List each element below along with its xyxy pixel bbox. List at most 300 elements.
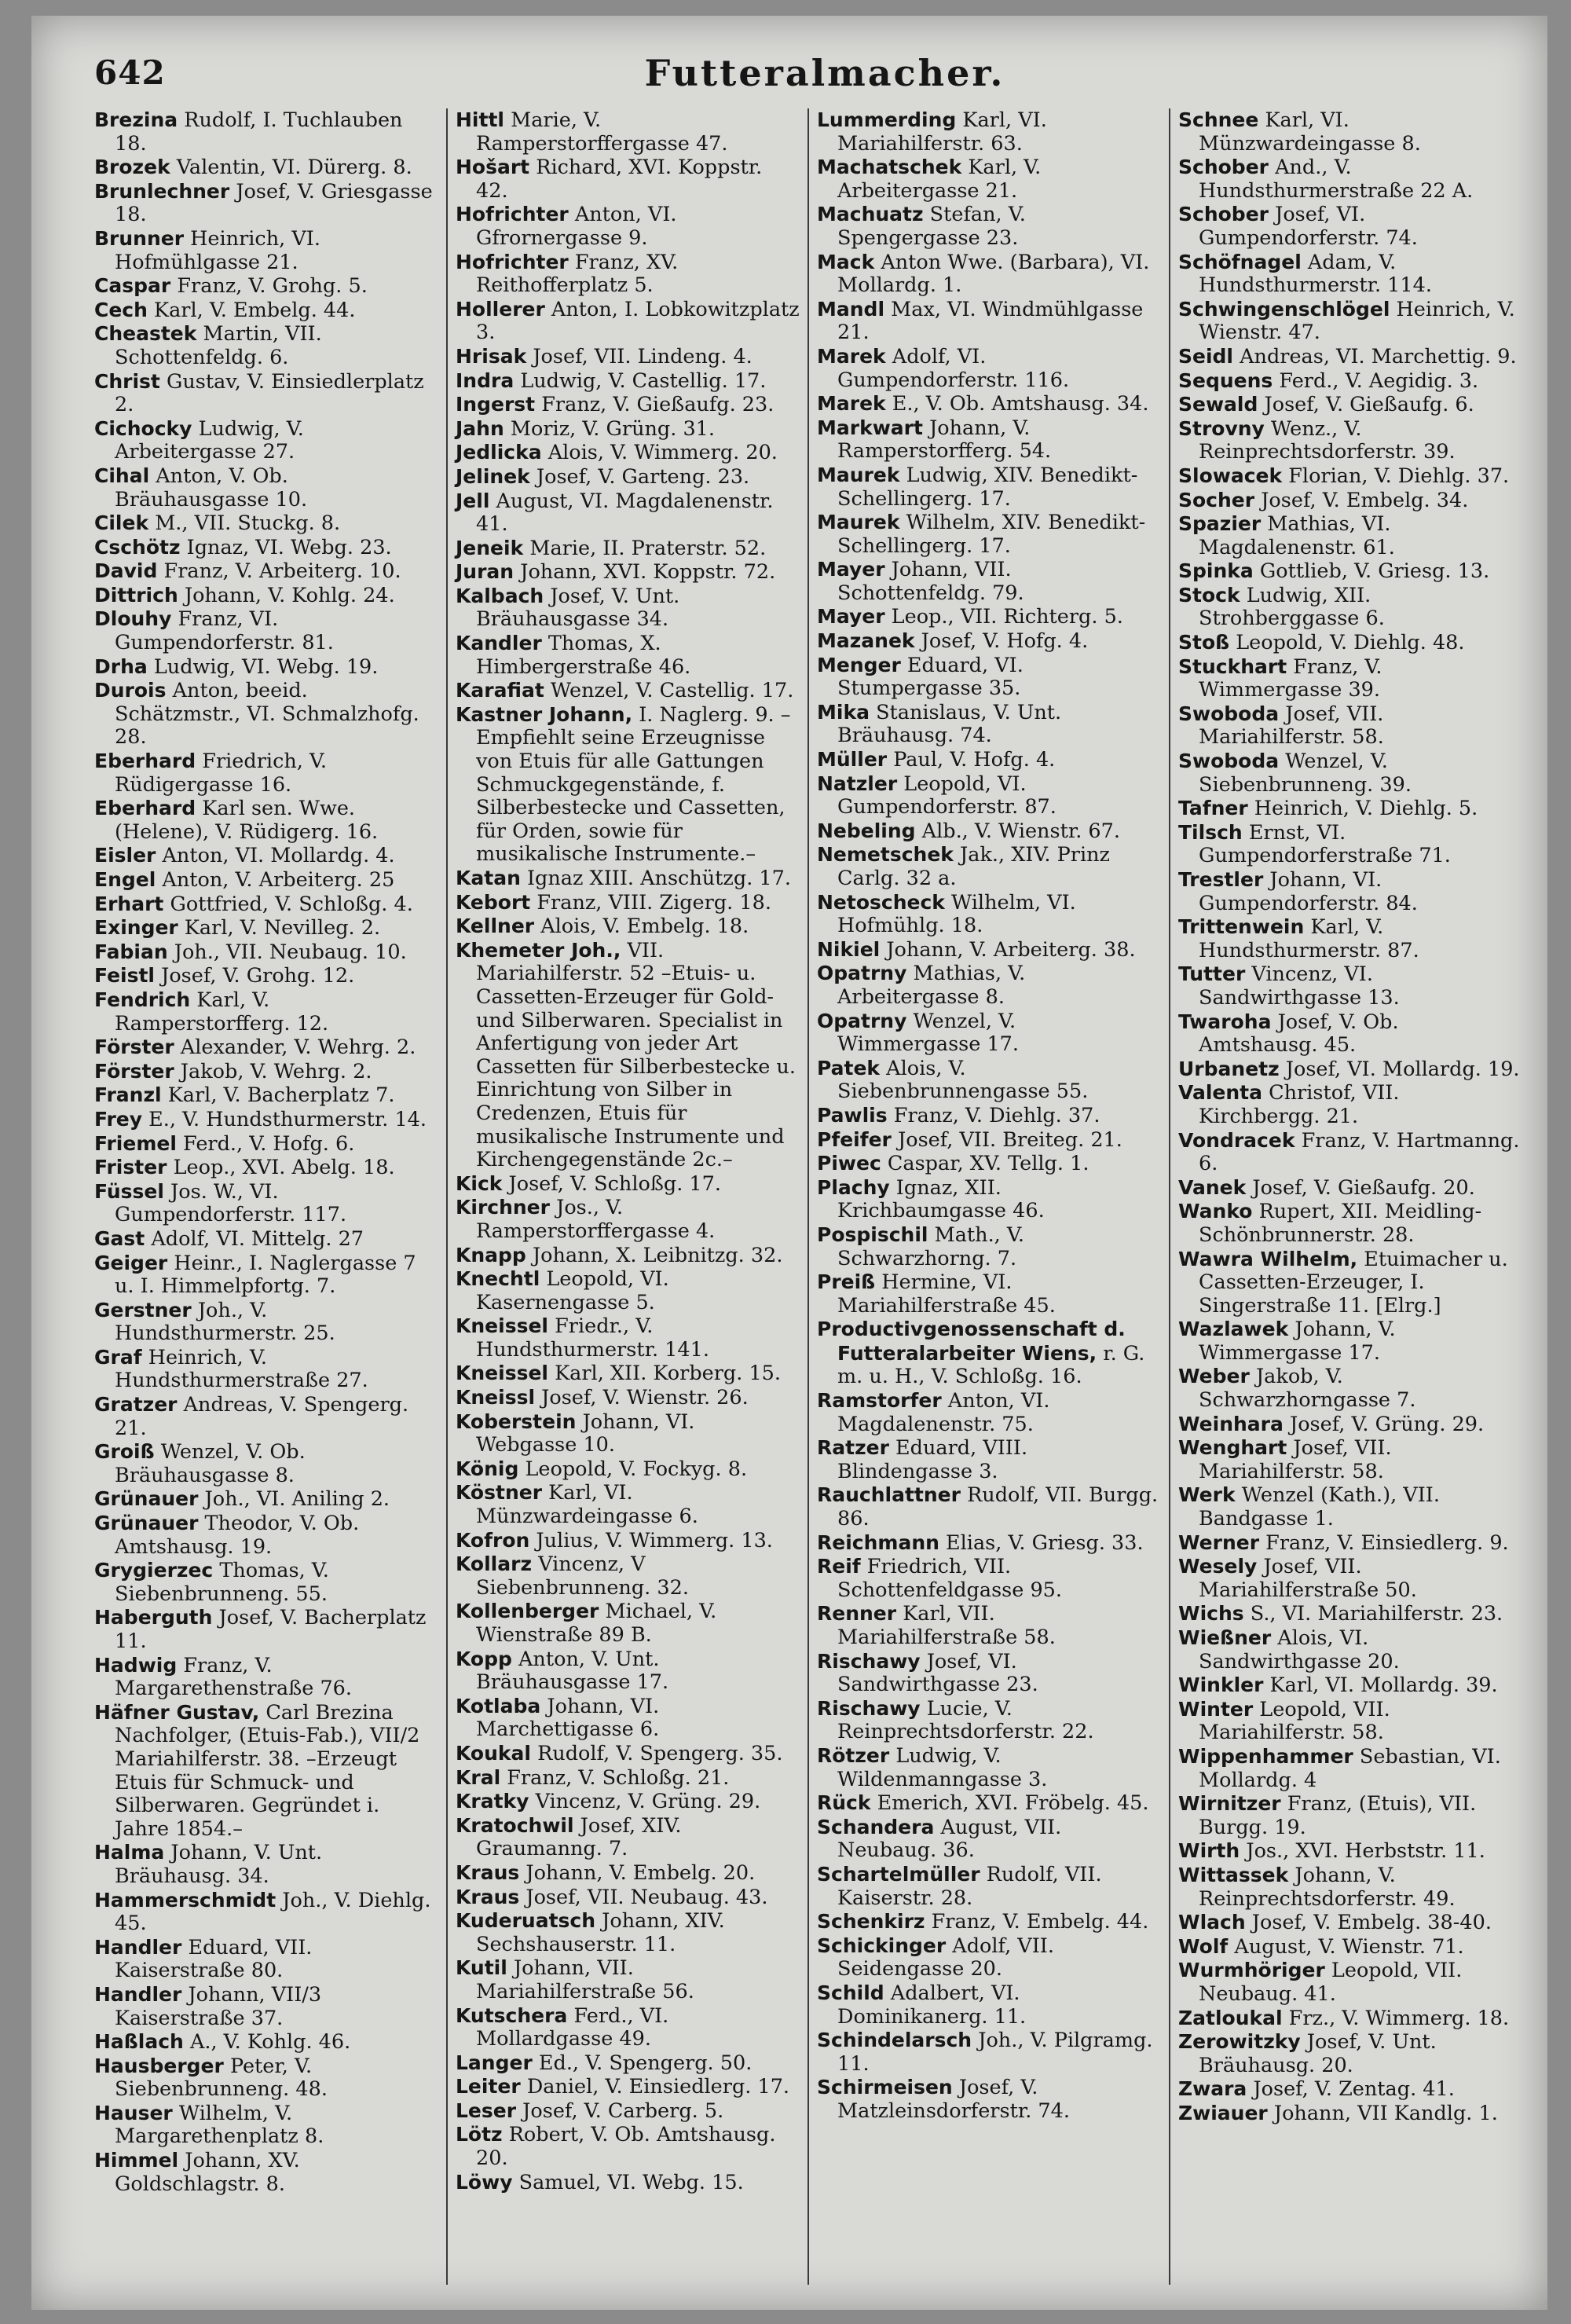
entry-surname: Mayer (817, 558, 885, 581)
entry-surname: Zwara (1178, 2077, 1247, 2101)
entry-details: Karl, VI. Münzwardeingasse 6. (476, 1481, 698, 1529)
entry-surname: Schartelmüller (817, 1862, 980, 1886)
entry-details: Wilhelm, XIV. Benedikt-Schellingerg. 17. (837, 511, 1146, 558)
entry-details: Heinrich, V. Wienstr. 47. (1199, 297, 1515, 345)
entry-details: Johann, VI. Marchettigasse 6. (476, 1694, 660, 1742)
directory-entry (1178, 369, 1524, 394)
entry-surname: Tutter (1178, 962, 1246, 986)
entry-surname: Jell (456, 489, 490, 512)
entry-details: Johann, XIV. Sechshauserstr. 11. (476, 1909, 725, 1956)
entry-details: Alois, V. Embelg. 18. (540, 915, 749, 939)
directory-entry (1178, 750, 1524, 797)
entry-details: Johann, V. Kohlg. 24. (184, 583, 395, 607)
entry-surname: Kutschera (456, 2003, 568, 2027)
entry-details: Gustav, V. Einsiedlerplatz 2. (115, 369, 424, 417)
entry-details: Marie, II. Praterstr. 52. (529, 536, 767, 560)
entry-surname: Schickinger (817, 1934, 947, 1957)
entry-surname: Hrisak (456, 344, 527, 368)
entry-surname: Khemeter Joh., (456, 938, 621, 962)
entry-surname: Kopp (456, 1647, 512, 1670)
directory-entry (94, 868, 438, 893)
directory-entry (94, 893, 438, 917)
entry-details: Joh., V. Pilgramg. 11. (837, 2029, 1153, 2076)
entry-details: Josef, V. Grüng. 29. (1289, 1412, 1485, 1436)
entry-details: Caspar, XV. Tellg. 1. (887, 1152, 1089, 1176)
entry-details: Leopold, VII. Mariahilferstr. 58. (1199, 1697, 1390, 1745)
entry-details: Frz., V. Wimmerg. 18. (1288, 2006, 1510, 2030)
entry-details: Leopold, V. Fockyg. 8. (525, 1457, 748, 1481)
directory-entry (817, 416, 1161, 464)
directory-entry (94, 1180, 438, 1227)
directory-entry (456, 2004, 800, 2051)
directory-entry (1178, 1436, 1524, 1483)
entry-details: Franz, V. Diehlg. 37. (893, 1103, 1100, 1127)
entry-details: August, VI. Magdalenenstr. 41. (476, 489, 774, 537)
entry-details: Josef, V. Bacherplatz 11. (115, 1606, 427, 1653)
directory-entry (817, 1697, 1161, 1744)
directory-entry (817, 1555, 1161, 1602)
entry-details: Ernst, VI. Gumpendorferstraße 71. (1199, 820, 1451, 868)
directory-entry (817, 1223, 1161, 1270)
entry-surname: Rischawy (817, 1696, 921, 1720)
entry-details: Franz, V. Hartmanng. 6. (1199, 1128, 1520, 1176)
directory-entry (94, 1393, 438, 1440)
entry-details: Karl, VI. Mariahilferstr. 63. (837, 108, 1047, 156)
entry-details: Anton, VI. Magdalenenstr. 75. (837, 1389, 1050, 1436)
entry-surname: Christ (94, 369, 160, 393)
entry-surname: Wolf (1178, 1934, 1229, 1958)
entry-surname: Lummerding (817, 108, 957, 131)
entry-surname: Brozek (94, 156, 170, 179)
entry-details: Ludwig, XIV. Benedikt-Schellingerg. 17. (837, 463, 1138, 511)
entry-details: Hermine, VI. Mariahilferstraße 45. (837, 1270, 1056, 1318)
entry-surname: Urbanetz (1178, 1057, 1280, 1080)
entry-surname: Natzler (817, 772, 898, 795)
directory-entry (456, 345, 800, 369)
entry-surname: Cschötz (94, 535, 181, 559)
entry-surname: Jahn (456, 416, 504, 440)
entry-details: Wenz., V. Reinprechtsdorferstr. 39. (1199, 416, 1456, 464)
directory-entry (94, 1252, 438, 1299)
entry-details: Heinrich, VI. Hofmühlgasse 21. (115, 226, 320, 274)
entry-surname: Strovny (1178, 416, 1265, 440)
entry-details: Alexander, V. Wehrg. 2. (180, 1036, 416, 1060)
directory-entry (94, 2102, 438, 2149)
entry-details: I. Naglerg. 9. –Empfiehlt seine Erzeugnisse von Etuis für alle Gattungen Schmuckgegenstände, f. Silberbestecke und Cassetten, für Orden, sowie für musikalische Instrumente.– (476, 702, 791, 867)
entry-details: Jakob, V. Wehrg. 2. (180, 1059, 372, 1083)
directory-entry (456, 915, 800, 939)
entry-surname: Handler (94, 1982, 182, 2006)
entry-surname: Patek (817, 1056, 881, 1080)
entry-details: Alois, VI. Sandwirthgasse 20. (1199, 1626, 1400, 1673)
entry-details: Heinrich, V. Hundsthurmerstraße 27. (115, 1345, 368, 1393)
entry-surname: Swoboda (1178, 702, 1280, 725)
entry-surname: Trittenwein (1178, 915, 1305, 939)
entry-surname: Durois (94, 679, 167, 702)
directory-entry (94, 1936, 438, 1983)
entry-surname: Halma (94, 1841, 165, 1864)
entry-details: Leopold, VII. Neubaug. 41. (1199, 1959, 1463, 2006)
directory-entry (817, 1104, 1161, 1128)
entry-surname: Rauchlattner (817, 1483, 961, 1507)
entry-surname: Spazier (1178, 512, 1262, 536)
directory-entry (1178, 1698, 1524, 1745)
directory-entry (456, 1267, 800, 1314)
directory-entry (456, 441, 800, 465)
entry-details: Johann, V. Arbeiterg. 38. (886, 937, 1136, 962)
directory-entry (817, 748, 1161, 772)
entry-details: Ignaz, XII. Krichbaumgasse 46. (837, 1175, 1045, 1223)
directory-entry (817, 345, 1161, 392)
entry-surname: Schober (1178, 156, 1269, 179)
directory-entry (1178, 821, 1524, 868)
entry-details: Jakob, V. Schwarzhorngasse 7. (1199, 1365, 1416, 1413)
entry-surname: Feistl (94, 964, 155, 988)
directory-entry (1178, 512, 1524, 559)
entry-surname: Frister (94, 1156, 167, 1179)
entry-details: Josef, VII. Neubaug. 43. (525, 1885, 768, 1909)
entry-details: Math., V. Schwarzhorng. 7. (837, 1222, 1024, 1270)
entry-surname: Brunner (94, 226, 185, 250)
entry-surname: Wirnitzer (1178, 1792, 1281, 1816)
entry-surname: Kellner (456, 915, 535, 938)
directory-entry (817, 203, 1161, 250)
directory-entry (456, 2171, 800, 2195)
directory-entry (817, 1176, 1161, 1223)
entry-details: Franz, V. Margarethenstraße 76. (115, 1653, 353, 1701)
directory-entry (1178, 1365, 1524, 1412)
entry-surname: Maurek (817, 511, 900, 534)
entry-details: Paul, V. Hofg. 4. (893, 748, 1056, 772)
entry-surname: Kollenberger (456, 1600, 599, 1623)
directory-entry (94, 584, 438, 608)
directory-entry (94, 156, 438, 180)
directory-entry (1178, 1555, 1524, 1602)
directory-entry (1178, 1058, 1524, 1082)
directory-entry (94, 274, 438, 299)
entry-details: Robert, V. Ob. Amtshausg. 20. (476, 2123, 776, 2171)
entry-surname: Tilsch (1178, 820, 1243, 844)
entry-surname: Frey (94, 1107, 143, 1131)
directory-entry (1178, 2007, 1524, 2031)
entry-surname: Werner (1178, 1530, 1260, 1554)
entry-details: Friedr., V. Hundsthurmerstr. 141. (476, 1314, 709, 1362)
entry-surname: Hausberger (94, 2054, 224, 2077)
column-4 (1170, 108, 1532, 2285)
entry-details: Johann, VI. Webgasse 10. (476, 1409, 695, 1457)
directory-entry (94, 1701, 438, 1842)
directory-entry (817, 1650, 1161, 1697)
directory-entry (817, 1483, 1161, 1530)
entry-surname: Plachy (817, 1175, 890, 1199)
entry-details: Johann, V. Reinprechtsdorferstr. 49. (1199, 1863, 1456, 1911)
entry-surname: Zwiauer (1178, 2101, 1268, 2124)
entry-surname: Wenghart (1178, 1436, 1287, 1460)
entry-details: Ignaz, VI. Webg. 23. (186, 535, 392, 559)
directory-entry (817, 772, 1161, 819)
directory-entry (94, 1889, 438, 1936)
directory-entry (1178, 1248, 1524, 1318)
entry-details: Josef, V. Embelg. 38-40. (1251, 1911, 1492, 1935)
entry-details: Heinrich, V. Diehlg. 5. (1254, 797, 1478, 821)
entry-surname: Cichocky (94, 416, 192, 440)
entry-details: Lucie, V. Reinprechtsdorferstr. 22. (837, 1696, 1094, 1744)
directory-entry (1178, 559, 1524, 584)
entry-details: Leop., XVI. Abelg. 18. (173, 1156, 395, 1180)
entry-surname: Fendrich (94, 988, 191, 1011)
entry-surname: Kral (456, 1765, 501, 1789)
entry-details: S., VI. Mariahilferstr. 23. (1250, 1602, 1503, 1626)
entry-surname: Wurmhöriger (1178, 1959, 1325, 1982)
entry-details: Wenzel, V. Ob. Bräuhausgasse 8. (115, 1440, 306, 1487)
directory-entry (817, 891, 1161, 938)
directory-entry (817, 108, 1161, 156)
entry-details: Josef, VII. Lindeng. 4. (533, 344, 753, 368)
directory-entry (1178, 345, 1524, 369)
directory-entry (94, 1036, 438, 1060)
directory-entry (1178, 1129, 1524, 1176)
directory-entry (456, 891, 800, 915)
entry-surname: Cech (94, 298, 148, 321)
directory-entry (456, 867, 800, 891)
entry-details: Karl, VI. Mollardg. 39. (1269, 1673, 1498, 1698)
entry-details: Leopold, VI. Gumpendorferstr. 87. (837, 772, 1056, 819)
entry-surname: Pfeifer (817, 1127, 892, 1151)
entry-details: Peter, V. Siebenbrunneng. 48. (115, 2054, 328, 2102)
entry-surname: Pawlis (817, 1103, 888, 1127)
entry-surname: Hollerer (456, 297, 545, 321)
directory-page (31, 16, 1547, 2310)
entry-details: Stanislaus, V. Unt. Bräuhausg. 74. (837, 700, 1062, 748)
entry-details: Wenzel, V. Castellig. 17. (550, 679, 794, 703)
directory-entry (1178, 962, 1524, 1010)
entry-surname: Exinger (94, 916, 178, 940)
entry-details: Franz, VIII. Zigerg. 18. (536, 890, 771, 915)
directory-entry (817, 1152, 1161, 1176)
entry-details: Karl sen. Wwe. (Helene), V. Rüdigerg. 16. (115, 797, 379, 844)
entry-surname: Ramstorfer (817, 1389, 942, 1413)
entry-surname: Kuderuatsch (456, 1909, 596, 1933)
directory-entry (94, 1227, 438, 1252)
entry-details: Karl, VII. Mariahilferstraße 58. (837, 1602, 1056, 1649)
entry-surname: Hofrichter (456, 250, 569, 273)
entry-details: Ferd., VI. Mollardgasse 49. (476, 2003, 669, 2051)
entry-details: Leopold, VI. Kasernengasse 5. (476, 1267, 669, 1314)
entry-surname: Kneissl (456, 1386, 536, 1409)
entry-surname: Kraus (456, 1860, 520, 1884)
directory-entry (1178, 655, 1524, 702)
directory-entry (94, 1559, 438, 1606)
entry-surname: Leiter (456, 2075, 521, 2099)
entry-surname: Schwingenschlögel (1178, 297, 1390, 321)
directory-entry (456, 1695, 800, 1742)
directory-entry (1178, 584, 1524, 631)
entry-surname: Maurek (817, 463, 900, 486)
directory-entry (817, 1981, 1161, 2029)
entry-details: Franz, (Etuis), VII. Burgg. 19. (1199, 1792, 1477, 1839)
directory-entry (1178, 298, 1524, 345)
entry-details: Franz, V. Grohg. 5. (177, 274, 368, 299)
directory-entry (456, 1648, 800, 1695)
directory-entry (94, 1299, 438, 1346)
directory-entry (1178, 1010, 1524, 1058)
directory-entry (94, 511, 438, 536)
entry-surname: Mack (817, 250, 875, 273)
directory-entry (456, 1552, 800, 1600)
entry-details: Rudolf, VII. Burgg. 86. (837, 1483, 1159, 1531)
entry-details: Josef, VII. Breiteg. 21. (898, 1127, 1122, 1152)
entry-surname: Häfner Gustav, (94, 1700, 260, 1724)
entry-surname: Hadwig (94, 1653, 178, 1677)
entry-details: E., V. Ob. Amtshausg. 34. (892, 392, 1149, 416)
entry-surname: Eisler (94, 844, 156, 867)
entry-details: Josef, V. Wienstr. 26. (541, 1386, 749, 1410)
directory-entry (456, 1362, 800, 1386)
directory-entry (1178, 1911, 1524, 1935)
entry-details: Eduard, VIII. Blindengasse 3. (837, 1436, 1028, 1483)
entry-surname: Reichmann (817, 1530, 939, 1554)
entry-details: Alb., V. Wienstr. 67. (921, 819, 1120, 843)
entry-details: Daniel, V. Einsiedlerg. 17. (526, 2075, 790, 2099)
entry-details: Samuel, VI. Webg. 15. (518, 2170, 744, 2194)
entry-details: Karl, V. Bacherplatz 7. (167, 1083, 395, 1108)
entry-details: Etuimacher u. Cassetten-Erzeuger, I. Singerstraße 11. [Elrg.] (1199, 1247, 1508, 1318)
entry-surname: Wanko (1178, 1200, 1253, 1223)
entry-details: Heinr., I. Naglergasse 7 u. I. Himmelpfortg. 7. (115, 1251, 416, 1299)
entry-details: Josef, V. Gießaufg. 6. (1264, 393, 1474, 417)
entry-surname: Jeneik (456, 536, 524, 559)
entry-surname: Kofron (456, 1528, 530, 1552)
directory-entry (1178, 251, 1524, 298)
directory-entry (1178, 2077, 1524, 2102)
entry-surname: Cilek (94, 511, 149, 535)
entry-details: Leop., VII. Richterg. 5. (891, 605, 1123, 629)
entry-surname: Koukal (456, 1741, 531, 1765)
entry-details: Thomas, X. Himbergerstraße 46. (476, 632, 691, 679)
entry-surname: Kneissel (456, 1314, 548, 1338)
entry-details: Anton, V. Arbeiterg. 25 (162, 868, 395, 892)
entry-surname: Nebeling (817, 819, 916, 842)
directory-entry (456, 108, 800, 156)
directory-entry (456, 298, 800, 345)
entry-surname: Mazanek (817, 629, 915, 653)
entry-details: Jos. W., VI. Gumpendorferstr. 117. (115, 1179, 347, 1227)
entry-surname: Dlouhy (94, 607, 172, 631)
directory-entry (817, 1744, 1161, 1791)
directory-entry (456, 1956, 800, 2003)
entry-details: Theodor, V. Ob. Amtshausg. 19. (115, 1512, 360, 1559)
directory-entry (456, 679, 800, 703)
entry-surname: Dittrich (94, 583, 178, 607)
entry-surname: Stoß (1178, 631, 1230, 654)
directory-entry (456, 369, 800, 394)
directory-entry (817, 1436, 1161, 1483)
entry-details: Ferd., V. Hofg. 6. (183, 1131, 355, 1156)
entry-details: August, V. Wienstr. 71. (1234, 1934, 1464, 1959)
directory-entry (1178, 702, 1524, 750)
entry-surname: Franzl (94, 1083, 162, 1107)
entry-surname: Renner (817, 1602, 897, 1626)
entry-details: Adalbert, VI. Dominikanerg. 11. (837, 1981, 1027, 2029)
entry-details: Jos., V. Ramperstorffergasse 4. (476, 1196, 716, 1243)
entry-surname: Seidl (1178, 344, 1233, 368)
entry-surname: Nikiel (817, 937, 881, 961)
entry-surname: Machuatz (817, 203, 924, 226)
directory-entry (1178, 489, 1524, 513)
entry-details: Florian, V. Diehlg. 37. (1288, 464, 1510, 488)
entry-surname: Kratky (456, 1790, 529, 1813)
directory-entry (456, 393, 800, 417)
entry-details: Franz, V. Wimmergasse 39. (1199, 654, 1382, 702)
entry-surname: Sequens (1178, 368, 1273, 392)
column-1 (86, 108, 448, 2285)
entry-surname: Wazlawek (1178, 1318, 1289, 1341)
entry-details: Josef, VII. Mariahilferstraße 50. (1199, 1555, 1417, 1602)
directory-entry (817, 298, 1161, 345)
entry-details: Johann, XV. Goldschlagstr. 8. (115, 2149, 300, 2196)
entry-surname: Caspar (94, 274, 171, 298)
directory-entry (817, 1270, 1161, 1318)
entry-surname: Schandera (817, 1815, 935, 1838)
entry-details: Julius, V. Wimmerg. 13. (536, 1528, 773, 1552)
entry-surname: Twaroha (1178, 1010, 1272, 1033)
entry-surname: Wlach (1178, 1911, 1246, 1934)
directory-entry (817, 464, 1161, 511)
entry-details: Karl, V. Nevilleg. 2. (184, 916, 381, 940)
entry-surname: Schober (1178, 203, 1269, 226)
directory-entry (817, 558, 1161, 605)
entry-surname: Valenta (1178, 1081, 1262, 1105)
directory-entry (456, 1314, 800, 1362)
entry-surname: Kick (456, 1171, 503, 1195)
directory-entry (456, 632, 800, 679)
entry-surname: Opatrny (817, 962, 907, 985)
directory-entry (817, 654, 1161, 701)
entry-surname: Zatloukal (1178, 2006, 1283, 2029)
entry-surname: Mika (817, 700, 870, 724)
directory-entry (94, 797, 438, 844)
directory-entry (1178, 1081, 1524, 1128)
entry-details: Johann, V. Ramperstorfferg. 54. (837, 416, 1052, 464)
directory-entry (1178, 1413, 1524, 1437)
entry-details: Josef, V. Schloßg. 17. (508, 1171, 721, 1196)
entry-details: Alois, V. Wimmerg. 20. (547, 441, 778, 465)
entry-surname: Hammerschmidt (94, 1888, 276, 1912)
directory-entry (456, 1766, 800, 1791)
entry-surname: Wittassek (1178, 1863, 1289, 1886)
directory-entry (94, 1654, 438, 1701)
entry-surname: Wirth (1178, 1839, 1240, 1863)
entry-details: Josef, V. Embelg. 34. (1261, 488, 1469, 512)
entry-details: Johann, VII/3 Kaiserstraße 37. (115, 1982, 322, 2030)
directory-entry (1178, 1483, 1524, 1530)
entry-surname: Markwart (817, 416, 923, 439)
entry-surname: Geiger (94, 1251, 168, 1274)
directory-entry (94, 1512, 438, 1559)
directory-entry (1178, 1959, 1524, 2006)
entry-surname: Wießner (1178, 1626, 1272, 1649)
directory-entry (817, 605, 1161, 629)
directory-entry (456, 251, 800, 298)
entry-details: Rudolf, I. Tuchlauben 18. (115, 108, 403, 156)
directory-entry (456, 585, 800, 632)
entry-surname: Tafner (1178, 797, 1248, 820)
directory-entry (94, 464, 438, 511)
directory-entry (94, 1841, 438, 1888)
entry-surname: Leser (456, 2099, 517, 2122)
directory-entry (1178, 1864, 1524, 1911)
entry-surname: Müller (817, 748, 888, 772)
